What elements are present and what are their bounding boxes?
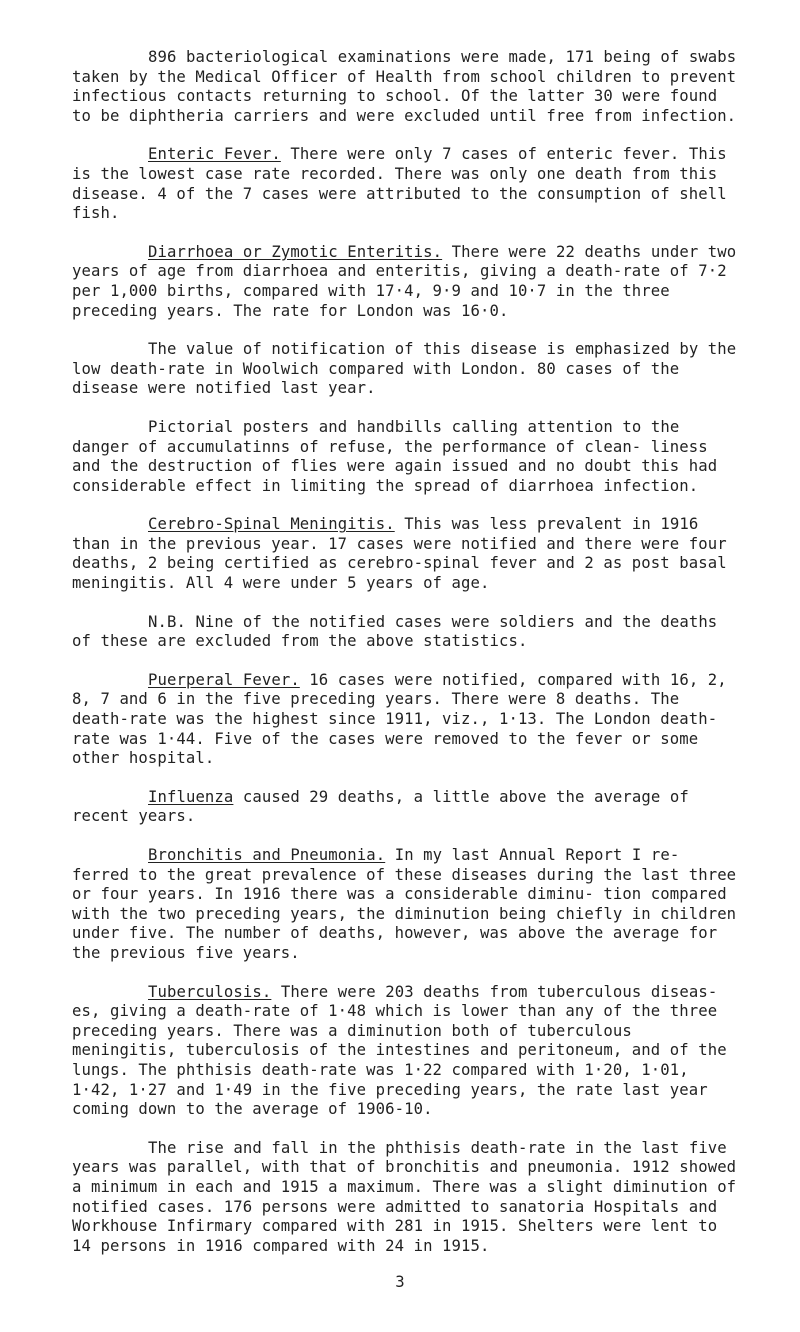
paragraph-text: The rise and fall in the phthisis death-rate in the last five years was parallel, with that of bronchitis and pneumonia. 1912 showed a minimum in each and 1915 a maximum. There was a slight diminution of notified cases. 176 persons were admitted to sanatoria Hospitals and Workhouse Infirmary compared with 281 in 1915. Shelters were lent to 14 persons in 1916 compared with 24 in 1915. [72, 1138, 737, 1255]
section-heading: Diarrhoea or Zymotic Enteritis. [148, 242, 443, 261]
paragraph-phthisis [72, 1139, 740, 1257]
paragraph-puerperal-fever [72, 671, 740, 769]
section-heading: Enteric Fever. [148, 145, 281, 164]
paragraph-text: There were only 7 cases of enteric fever. This is the lowest case rate recorded. There was only one death from this disease. 4 of the 7 cases were attributed to the consumption of shell fish. [72, 145, 727, 223]
paragraph-tuberculosis [72, 983, 740, 1120]
paragraph-text: Pictorial posters and handbills calling attention to the danger of accumulatinns of refuse, the performance of clean- liness and the destruction of flies were again issued and no doubt this had considerable effect in limiting the spread of diarrhoea infection. [72, 417, 718, 495]
paragraph-diarrhoea [72, 243, 740, 321]
paragraph-text: The value of notification of this disease is emphasized by the low death-rate in Woolwich compared with London. 80 cases of the disease were notified last year. [72, 340, 737, 398]
paragraph-text: There were 203 deaths from tuberculous diseas- es, giving a death-rate of 1·48 which is lower than any of the three preceding years. There was a diminution both of tuberculous meningitis, tuberculosis of the intestines and peritoneum, and of the lungs. The phthisis death-rate was 1·22 compared with 1·20, 1·01, 1·42, 1·27 and 1·49 in the five preceding years, the rate last year coming down to the average of 1906-10. [72, 982, 727, 1119]
paragraph-notification [72, 340, 740, 399]
paragraph-text: In my last Annual Report I re- ferred to the great prevalence of these diseases during the last three or four years. In 1916 there was a considerable diminu- tion compared with the two preceding years, the diminution being chiefly in children under five. The number of deaths, however, was above the average for the previous five years. [72, 846, 737, 962]
paragraph-text: 16 cases were notified, compared with 16, 2, 8, 7 and 6 in the five preceding years. There were 8 deaths. The death-rate was the highest since 1911, viz., 1·13. The London death-rate was 1·44. Five of the cases were removed to the fever or some other hospital. [72, 670, 727, 768]
section-heading: Tuberculosis. [148, 982, 272, 1001]
section-heading: Influenza [148, 787, 234, 806]
section-heading: Cerebro-Spinal Meningitis. [148, 515, 395, 534]
paragraph-nb-soldiers [72, 613, 740, 652]
paragraph-text: 896 bacteriological examinations were made, 171 being of swabs taken by the Medical Officer of Health from school children to prevent infectious contacts returning to school. Of the latter 30 were found to be diphtheria carriers and were excluded until free from infection. [72, 48, 737, 125]
page-number: 3 [395, 1273, 405, 1291]
paragraph-text: This was less prevalent in 1916 than in the previous year. 17 cases were notified and there were four deaths, 2 being certified as cerebro-spinal fever and 2 as post basal meningitis. All 4 were under 5 years of age. [72, 515, 727, 593]
paragraph-bronchitis [72, 846, 740, 964]
paragraph-text: There were 22 deaths under two years of age from diarrhoea and enteritis, giving a death-rate of 7·2 per 1,000 births, compared with 17·4, 9·9 and 10·7 in the three preceding years. The rate for London was 16·0. [72, 242, 737, 320]
paragraph-enteric-fever [72, 145, 740, 223]
paragraph-posters [72, 418, 740, 496]
section-heading: Puerperal Fever. [148, 670, 300, 689]
paragraph-meningitis [72, 515, 740, 593]
section-heading: Bronchitis and Pneumonia. [148, 846, 386, 864]
paragraph-text: caused 29 deaths, a little above the average of recent years. [72, 787, 689, 826]
paragraph-bacteriological [72, 48, 740, 126]
paragraph-text: N.B. Nine of the notified cases were soldiers and the deaths of these are excluded from the above statistics. [72, 612, 718, 651]
paragraph-influenza [72, 788, 740, 827]
